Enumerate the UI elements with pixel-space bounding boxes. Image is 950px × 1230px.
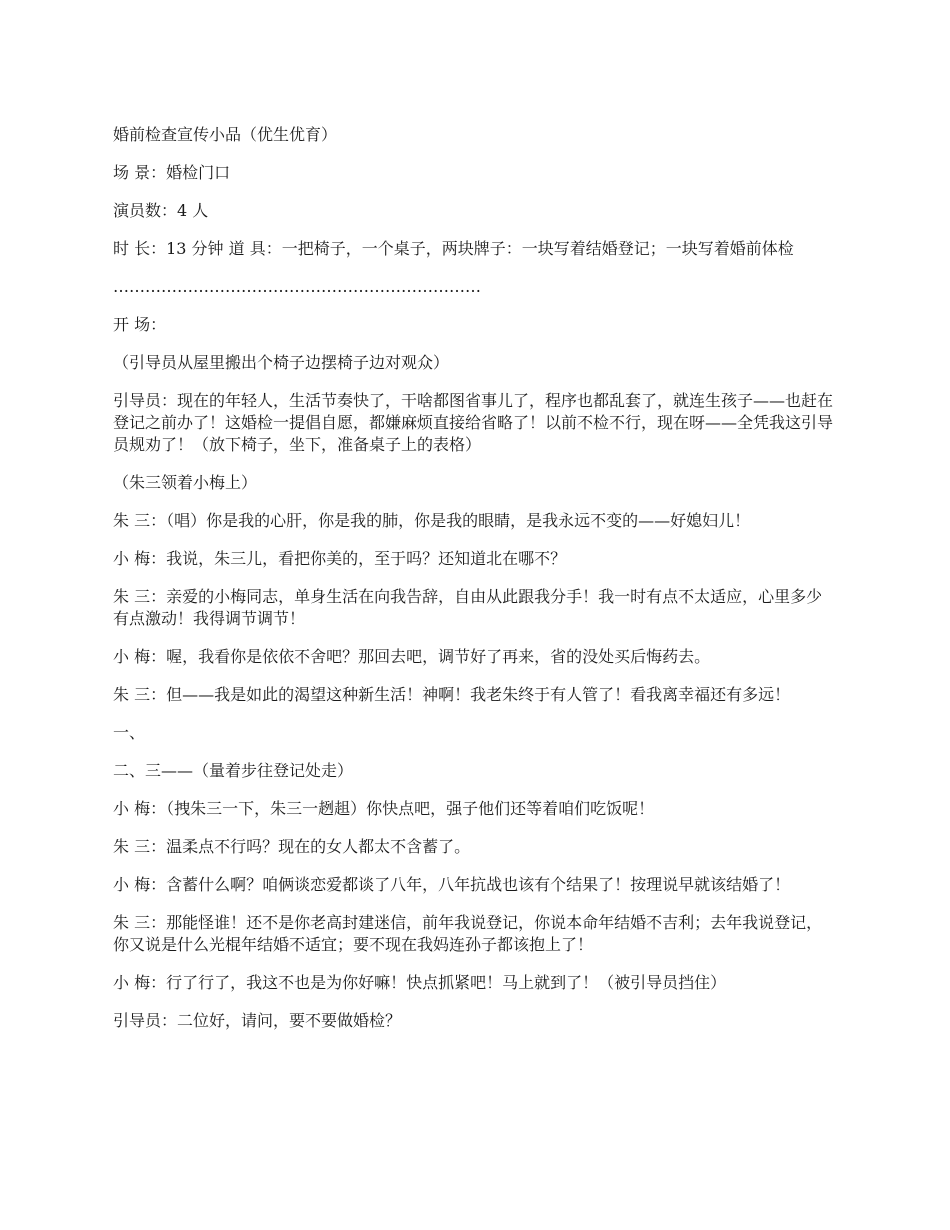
dialogue-line: 小 梅：喔，我看你是依依不舍吧？那回去吧，调节好了再来，省的没处买后悔药去。 [113, 647, 711, 666]
document-title: 婚前检查宣传小品（优生优育） [113, 125, 338, 144]
paragraph-duration-props: 时 长：13 分钟 道 具：一把椅子，一个桌子，两块牌子：一块写着结婚登记；一块写着婚前体检 [113, 239, 794, 258]
dialogue-line: 朱 三：但——我是如此的渴望这种新生活！神啊！我老朱终于有人管了！看我离幸福还有多远！ [113, 685, 791, 704]
dialogue-line: 朱 三：（唱）你是我的心肝，你是我的肺，你是我的眼睛，是我永远不变的——好媳妇儿！ [113, 511, 751, 530]
stage-direction: （引导员从屋里搬出个椅子边摆椅子边对观众） [113, 353, 450, 372]
dialogue-line: 朱 三：那能怪谁！还不是你老高封建迷信，前年我说登记，你说本命年结婚不吉利；去年我说登记，你又说是什么光棍年结婚不适宜；要不现在我妈连孙子都该抱上了！ [113, 913, 823, 954]
dialogue-line: 引导员：二位好，请问，要不要做婚检？ [113, 1011, 402, 1030]
separator-dots: …………………………………………………………… [113, 277, 481, 296]
dialogue-line: 小 梅：行了行了，我这不也是为你好嘛！快点抓紧吧！马上就到了！（被引导员挡住） [113, 973, 727, 992]
paragraph-cast-count: 演员数：4 人 [113, 201, 209, 220]
stage-direction: （朱三领着小梅上） [113, 473, 258, 492]
paragraph-opening: 开 场： [113, 315, 167, 334]
count-line: 一、 [113, 723, 146, 742]
dialogue-line: 小 梅：（拽朱三一下，朱三一趔趄）你快点吧，强子他们还等着咱们吃饭呢！ [113, 799, 655, 818]
dialogue-line: 引导员：现在的年轻人，生活节奏快了，干啥都图省事儿了，程序也都乱套了，就连生孩子——也赶在登记之前办了！这婚检一提倡自愿，都嫌麻烦直接给省略了！以前不检不行，现在呀——全凭我这引导员规劝了！（放下椅子，坐下，准备桌子上的表格） [113, 391, 834, 454]
document-body [113, 124, 838, 1048]
dialogue-line: 小 梅：含蓄什么啊？咱俩谈恋爱都谈了八年，八年抗战也该有个结果了！按理说早就该结婚了！ [113, 875, 791, 894]
paragraph-scene: 场 景：婚检门口 [113, 163, 231, 182]
dialogue-line: 朱 三：温柔点不行吗？现在的女人都太不含蓄了。 [113, 837, 471, 856]
dialogue-line: 小 梅：我说，朱三儿，看把你美的，至于吗？还知道北在哪不？ [113, 549, 567, 568]
count-line: 二、三——（量着步往登记处走） [113, 761, 354, 780]
dialogue-line: 朱 三：亲爱的小梅同志，单身生活在向我告辞，自由从此跟我分手！我一时有点不太适应，心里多少有点激动！我得调节调节！ [113, 587, 823, 628]
